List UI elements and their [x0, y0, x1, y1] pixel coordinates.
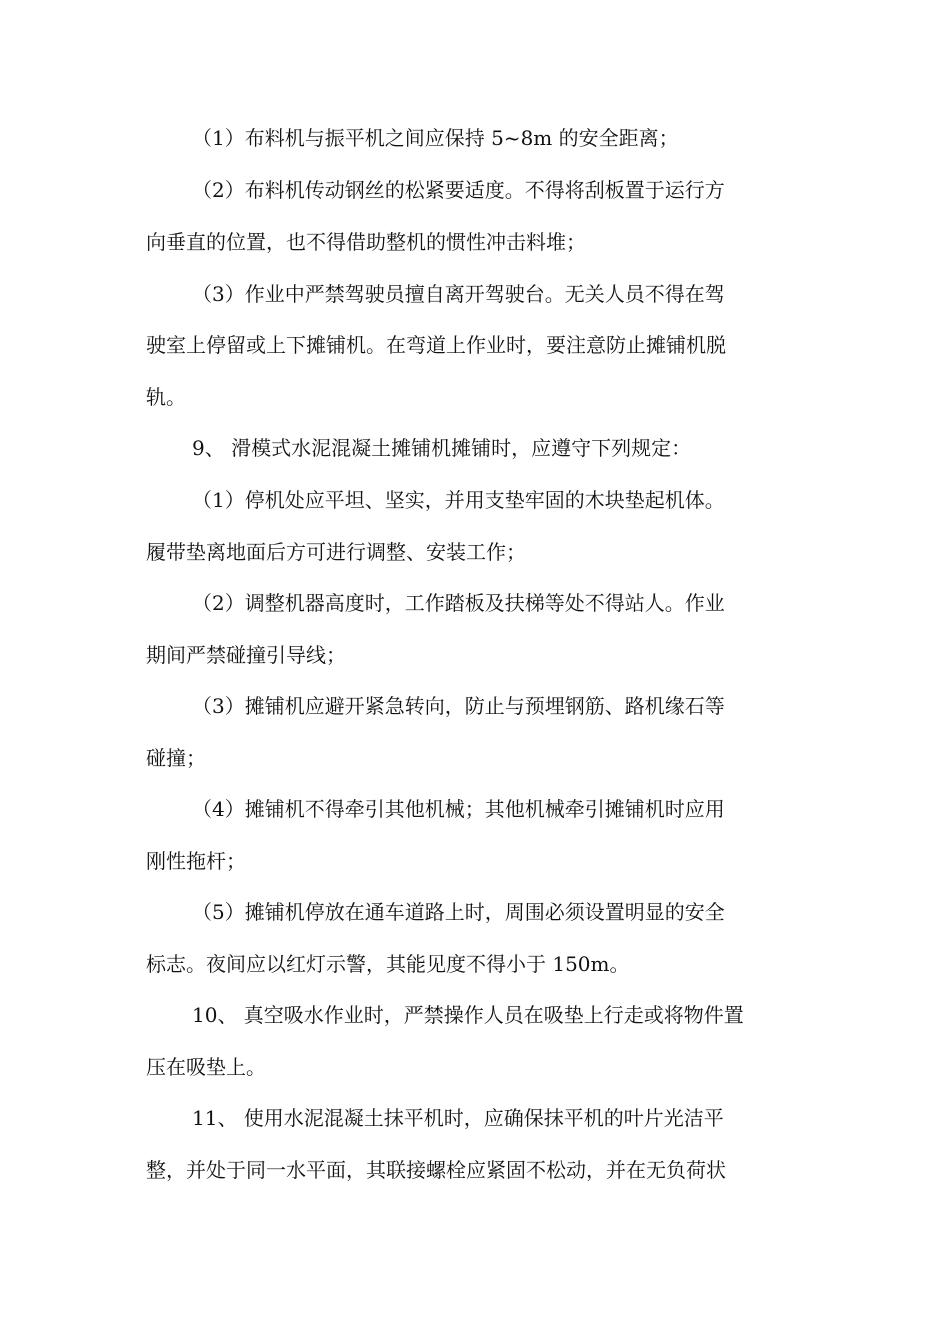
section-heading: 11、 使用水泥混凝土抹平机时，应确保抹平机的叶片光洁平 — [192, 1106, 724, 1130]
paragraph-line: 履带垫离地面后方可进行调整、安装工作； — [146, 540, 526, 564]
paragraph-line: 轨。 — [146, 385, 186, 409]
paragraph-line: 向垂直的位置，也不得借助整机的惯性冲击料堆； — [146, 230, 586, 254]
section-heading: 10、 真空吸水作业时，严禁操作人员在吸垫上行走或将物件置 — [192, 1003, 744, 1027]
paragraph-line: 驶室上停留或上下摊铺机。在弯道上作业时，要注意防止摊铺机脱 — [146, 333, 726, 357]
paragraph-line: （3）作业中严禁驾驶员擅自离开驾驶台。无关人员不得在驾 — [192, 282, 725, 306]
paragraph-line: （5）摊铺机停放在通车道路上时，周围必须设置明显的安全 — [192, 900, 725, 924]
paragraph-line: （1）布料机与振平机之间应保持 5~8m 的安全距离； — [192, 126, 679, 150]
paragraph-line: 刚性拖杆； — [146, 849, 246, 873]
paragraph-line: （4）摊铺机不得牵引其他机械；其他机械牵引摊铺机时应用 — [192, 797, 725, 821]
paragraph-line: （3）摊铺机应避开紧急转向，防止与预埋钢筋、路机缘石等 — [192, 694, 725, 718]
paragraph-line: 标志。夜间应以红灯示警，其能见度不得小于 150m。 — [146, 952, 630, 976]
paragraph-line: 碰撞； — [146, 746, 206, 770]
paragraph-line: （1）停机处应平坦、坚实，并用支垫牢固的木块垫起机体。 — [192, 488, 725, 512]
paragraph-line: 压在吸垫上。 — [146, 1055, 266, 1079]
paragraph-line: 整，并处于同一水平面，其联接螺栓应紧固不松动，并在无负荷状 — [146, 1158, 726, 1182]
section-heading: 9、 滑模式水泥混凝土摊铺机摊铺时，应遵守下列规定： — [192, 436, 692, 460]
paragraph-line: （2）调整机器高度时，工作踏板及扶梯等处不得站人。作业 — [192, 591, 725, 615]
paragraph-line: （2）布料机传动钢丝的松紧要适度。不得将刮板置于运行方 — [192, 178, 725, 202]
paragraph-line: 期间严禁碰撞引导线； — [146, 643, 346, 667]
